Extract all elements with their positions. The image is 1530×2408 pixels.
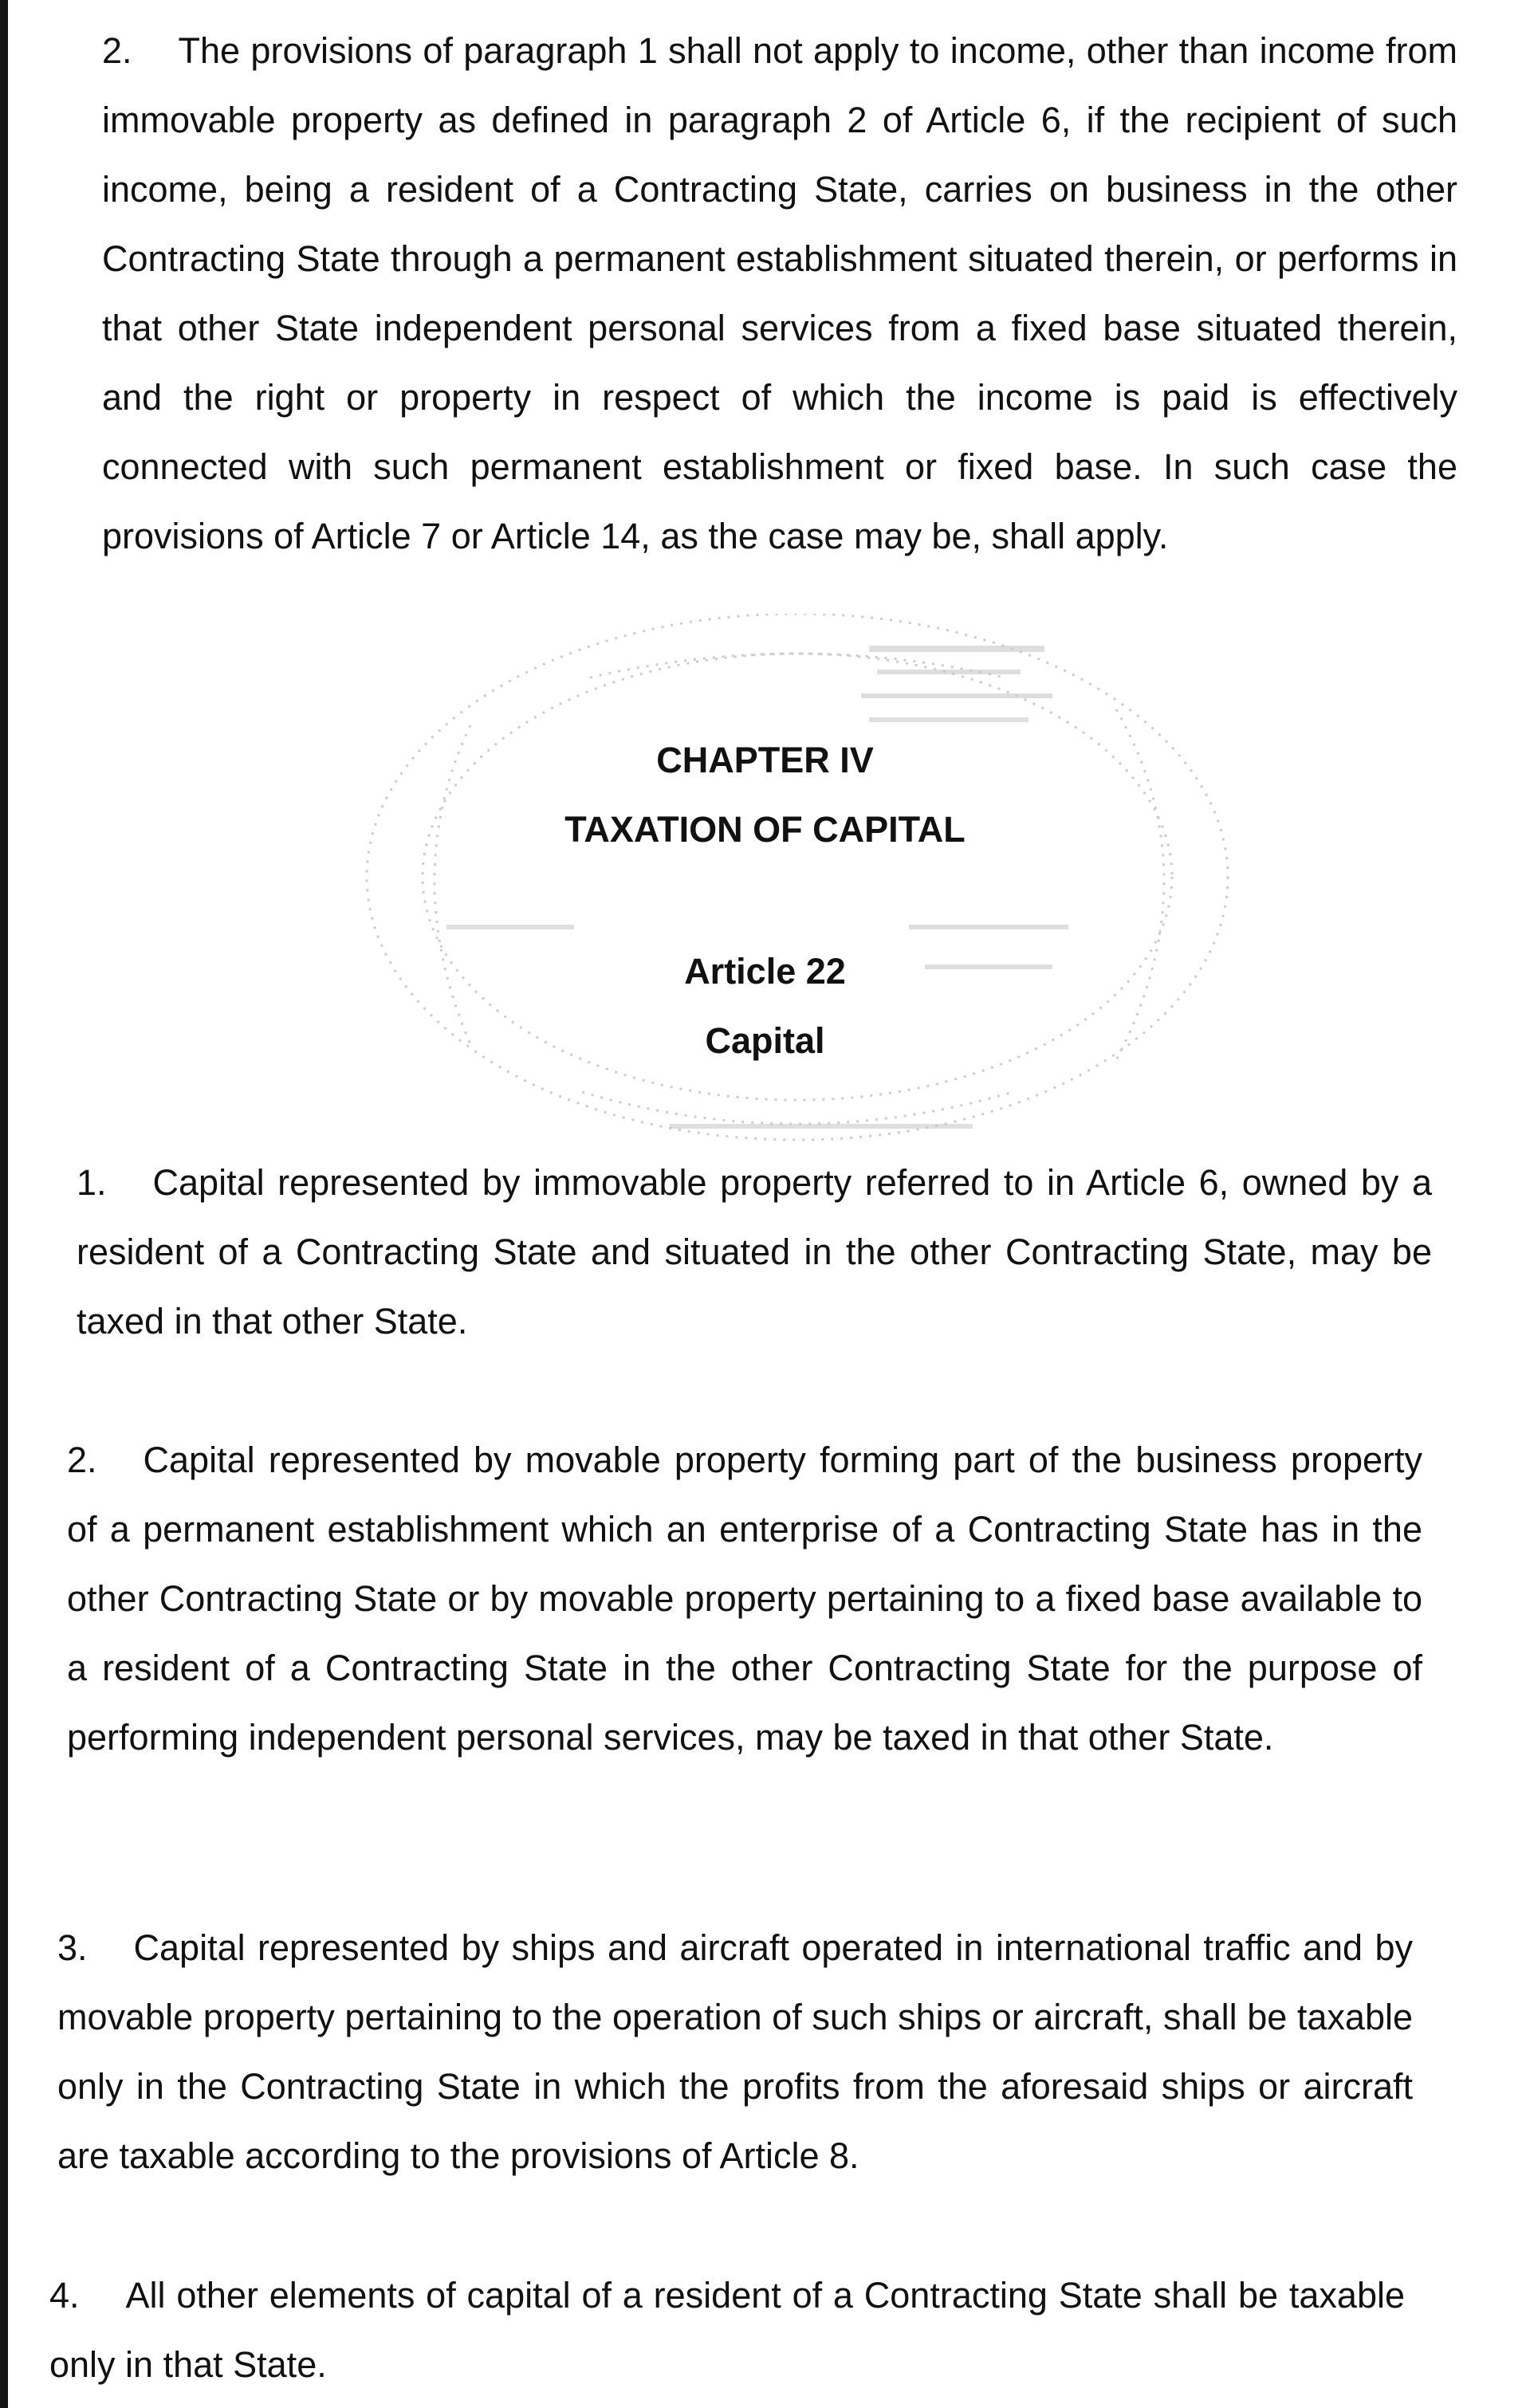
- article-title: Capital: [705, 1020, 825, 1061]
- chapter-heading: CHAPTER IV: [656, 740, 874, 780]
- paragraph-3: [57, 1913, 1413, 2190]
- paragraph-1: [77, 1148, 1432, 1356]
- article-heading: Article 22: [684, 951, 846, 992]
- paragraph-4: [49, 2261, 1405, 2399]
- paragraph-number: 2.: [102, 30, 132, 71]
- paragraph-intro: [102, 16, 1457, 571]
- paragraph-text: The provisions of paragraph 1 shall not apply to income, other than income from immovable property as defined in paragraph 2 of Article 6, if the recipient of such income, being a resident of a Contracting State, carries on business in the other Contracting State through a permanent establishment situated therein, or performs in that other State independent personal services from a fixed base situated therein, and the right or property in respect of which the income is paid is effectively connected with such permanent establishment or fixed base. In such case the provisions of Article 7 or Article 14, as the case may be, shall apply.: [102, 30, 1457, 556]
- paragraph-text: Capital represented by immovable property referred to in Article 6, owned by a resident of a Contracting State and situated in the other Contracting State, may be taxed in that other State.: [77, 1162, 1432, 1341]
- paragraph-number: 1.: [77, 1162, 107, 1203]
- paragraph-text: Capital represented by movable property forming part of the business property of a permanent establishment which an enterprise of a Contracting State has in the other Contracting State or by movable property pertaining to a fixed base available to a resident of a Contracting State in the other Contracting State for the purpose of performing independent personal services, may be taxed in that other State.: [67, 1440, 1422, 1758]
- paragraph-2: [67, 1425, 1422, 1772]
- paragraph-number: 3.: [57, 1927, 88, 1968]
- paragraph-number: 4.: [49, 2275, 80, 2316]
- paragraph-number: 2.: [67, 1440, 97, 1480]
- chapter-title: TAXATION OF CAPITAL: [564, 809, 966, 850]
- paragraph-text: Capital represented by ships and aircraft operated in international traffic and by movable property pertaining to the operation of such ships or aircraft, shall be taxable only in the Contracting State in which the profits from the aforesaid ships or aircraft are taxable according to the provisions of Article 8.: [57, 1927, 1413, 2176]
- paragraph-text: All other elements of capital of a resident of a Contracting State shall be taxable only in that State.: [49, 2275, 1405, 2385]
- faint-seal-stamp: [351, 614, 1276, 1188]
